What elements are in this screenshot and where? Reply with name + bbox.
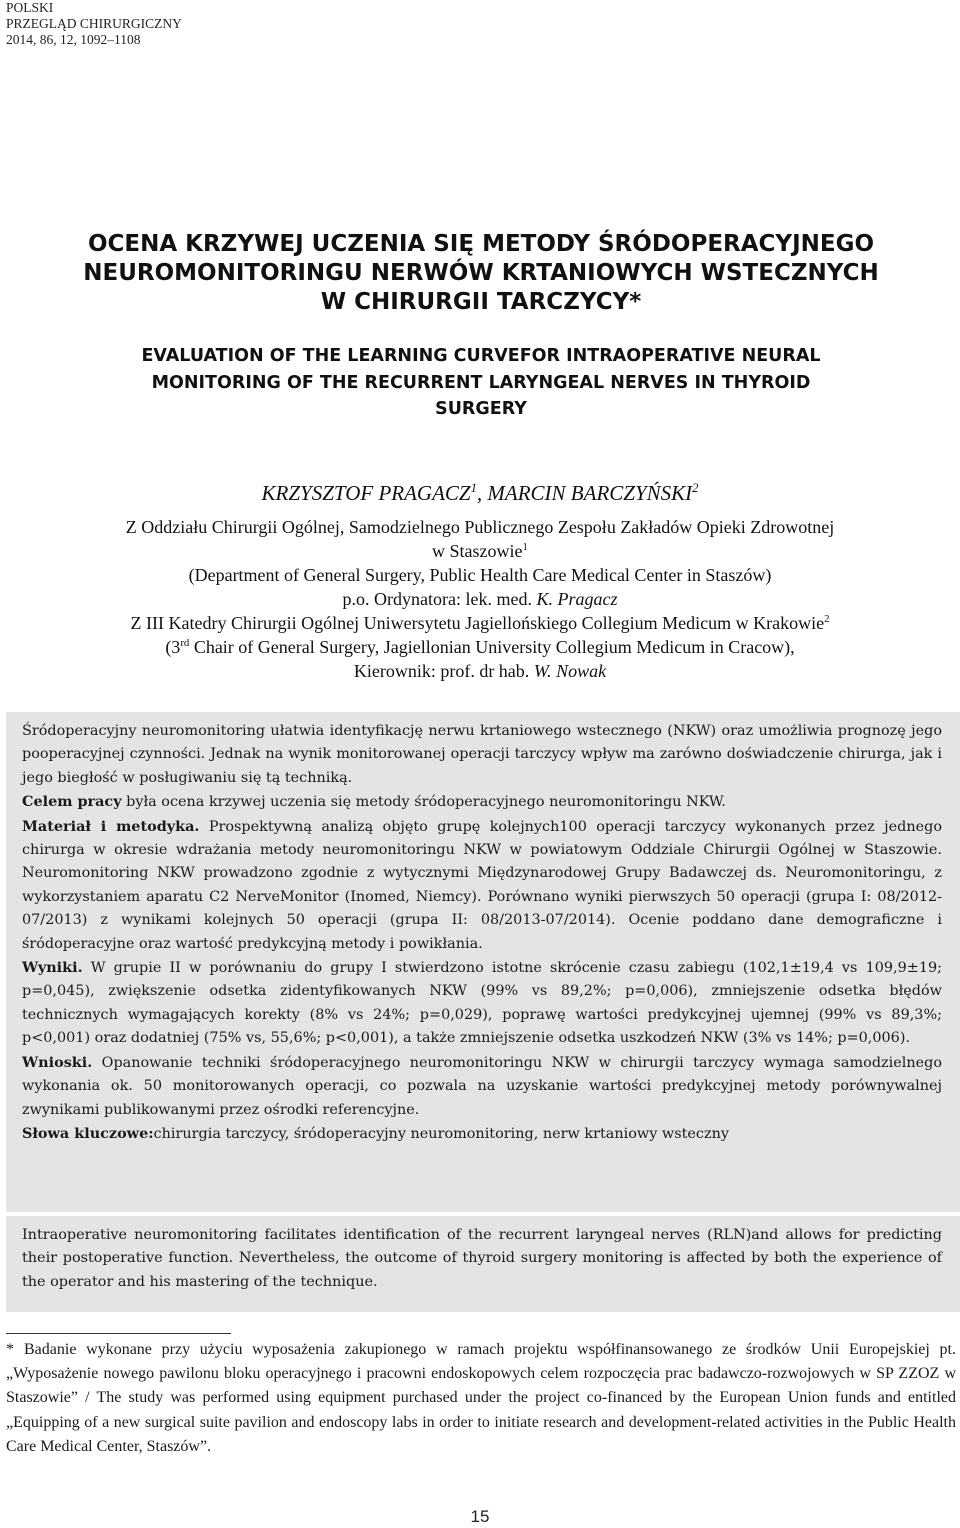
author-name: MARCIN BARCZYŃSKI: [487, 481, 693, 505]
title-pl-line: W CHIRURGII TARCZYCY*: [320, 289, 642, 315]
journal-citation: 2014, 86, 12, 1092–1108: [6, 32, 141, 47]
title-en-line: MONITORING OF THE RECURRENT LARYNGEAL NERVES IN THYROID: [151, 372, 811, 393]
author-name: KRZYSZTOF PRAGACZ: [261, 481, 471, 505]
journal-name: PRZEGLĄD CHIRURGICZNY: [6, 16, 182, 31]
affiliations: [0, 515, 960, 683]
abstract-results: Wyniki. W grupie II w porównaniu do grupy I stwierdzono istotne skrócenie czasu zabiegu (102,1±19,4 vs 109,9±19; p=0,045), zwiększenie odsetka zidentyfikowanych NKW (99% vs 89,2%; p=0,006), zmniejszenie odsetka błędów technicznych wymagających korekty (8% vs 24%; p=0,029), poprawę wartości predykcyjnej ujemnej (99% vs 89,3%; p<0,001) oraz dodatniej (75% vs, 55,6%; p<0,001), a także zmniejszenie odsetka uszkodzeń NKW (3% vs 14%; p=0,006).: [22, 959, 942, 1047]
abstract-english: Intraoperative neuromonitoring facilitates identification of the recurrent laryngeal nerves (RLN)and allows for predicting their postoperative function. Nevertheless, the outcome of thyroid surgery monitoring is affected by both the experience of the operator and his mastering of the technique.: [22, 1227, 942, 1290]
abstract-conclusions: Wnioski. Opanowanie techniki śródoperacyjnego neuromonitoringu NKW w chirurgii tarczycy wymaga samodzielnego wykonania ok. 50 monitorowanych operacji, co pozwala na uzyskanie wartości predykcyjnej metody porównywalnej zwynikami publikowanymi przez ośrodki referencyjne.: [22, 1053, 942, 1118]
footnote-text: Badanie wykonane przy użyciu wyposażenia zakupionego w ramach projektu współfinansowanego ze środków Unii Europejskiej pt. „Wyposażenie nowego pawilonu bloku operacyjnego i pracowni endoskopowych celem rozpoczęcia prac badawczo-rozwojowych w SP ZZOZ w Staszowie” / The study was performed using equipment purchased under the project co-financed by the European Union funds and entitled „Equipping of a new surgical suite pavilion and endoscopy labs in order to initiate research and development-related activities in the Public Health Care Medical Center, Staszów”.: [6, 1341, 956, 1455]
affiliation-line: w Staszowie$^1$: [432, 541, 528, 561]
affiliation-line: (3rd Chair of General Surgery, Jagiellonian University Collegium Medicum in Cracow),: [165, 637, 795, 657]
affiliation-line: Z III Katedry Chirurgii Ogólnej Uniwersytetu Jagiellońskiego Collegium Medicum w Krakowie$^2$: [130, 613, 830, 633]
authors: [0, 480, 960, 506]
title-polish: [20, 230, 942, 317]
title-pl-line: NEUROMONITORINGU NERWÓW KRTANIOWYCH WSTECZNYCH: [83, 260, 879, 286]
department-head: Kierownik: prof. dr hab. W. Nowak: [353, 661, 607, 681]
affiliation-line: Z Oddziału Chirurgii Ogólnej, Samodzielnego Publicznego Zespołu Zakładów Opieki Zdrowotnej: [125, 517, 835, 537]
department-head: p.o. Ordynatora: lek. med. K. Pragacz: [342, 589, 618, 609]
page-number: 15: [470, 1507, 490, 1526]
title-english: [20, 343, 942, 423]
title-pl-line: OCENA KRZYWEJ UCZENIA SIĘ METODY ŚRÓDOPERACYJNEGO: [87, 231, 875, 257]
author-separator: ,: [476, 481, 488, 505]
abstract-polish: [22, 720, 942, 1146]
abstract-methods: Materiał i metodyka. Prospektywną analizą objęto grupę kolejnych100 operacji tarczycy wykonanych przez jednego chirurga w okresie wdrażania metody neuromonitoringu NKW w powiatowym Oddziale Chirurgii Ogólnej w Staszowie. Neuromonitoring NKW prowadzono zgodnie z wytycznymi Międzynarodowej Grupy Badawczej ds. Neuromonitoringu, z wykorzystaniem aparatu C2 NerveMonitor (Inomed, Niemcy). Porównano wyniki pierwszych 50 operacji (grupa I: 08/2012-07/2013) z wynikami kolejnych 50 operacji (grupa II: 08/2013-07/2014). Ocenie poddano dane demograficzne i śródoperacyjne oraz wartość predykcyjną metody i powikłania.: [22, 817, 942, 952]
title-en-line: EVALUATION OF THE LEARNING CURVEFOR INTRAOPERATIVE NEURAL: [141, 346, 821, 366]
abstract-intro: Śródoperacyjny neuromonitoring ułatwia identyfikację nerwu krtaniowego wstecznego (NKW) oraz umożliwia prognozę jego pooperacyjnej czynności. Jednak na wynik monitorowanej operacji tarczycy wpływ ma zarówno doświadczenie chirurga, jak i jego biegłość w posługiwaniu się tą techniką.: [22, 723, 942, 786]
journal-language: POLSKI: [6, 0, 54, 15]
abstract-keywords: Słowa kluczowe:chirurgia tarczycy, śródoperacyjny neuromonitoring, nerw krtaniowy wsteczny: [22, 1124, 729, 1142]
abstract-aim: Celem pracy była ocena krzywej uczenia się metody śródoperacyjnego neuromonitoringu NKW.: [22, 793, 726, 811]
journal-header: [6, 0, 182, 48]
affiliation-line: (Department of General Surgery, Public Health Care Medical Center in Staszów): [188, 565, 772, 585]
footnote-marker: *: [6, 1341, 14, 1358]
footnote: [6, 1338, 956, 1459]
author-affiliation-mark: 2: [692, 481, 699, 495]
author-affiliation-mark: 1: [470, 481, 477, 495]
title-en-line: SURGERY: [435, 399, 527, 419]
footnote-divider: [6, 1333, 231, 1334]
